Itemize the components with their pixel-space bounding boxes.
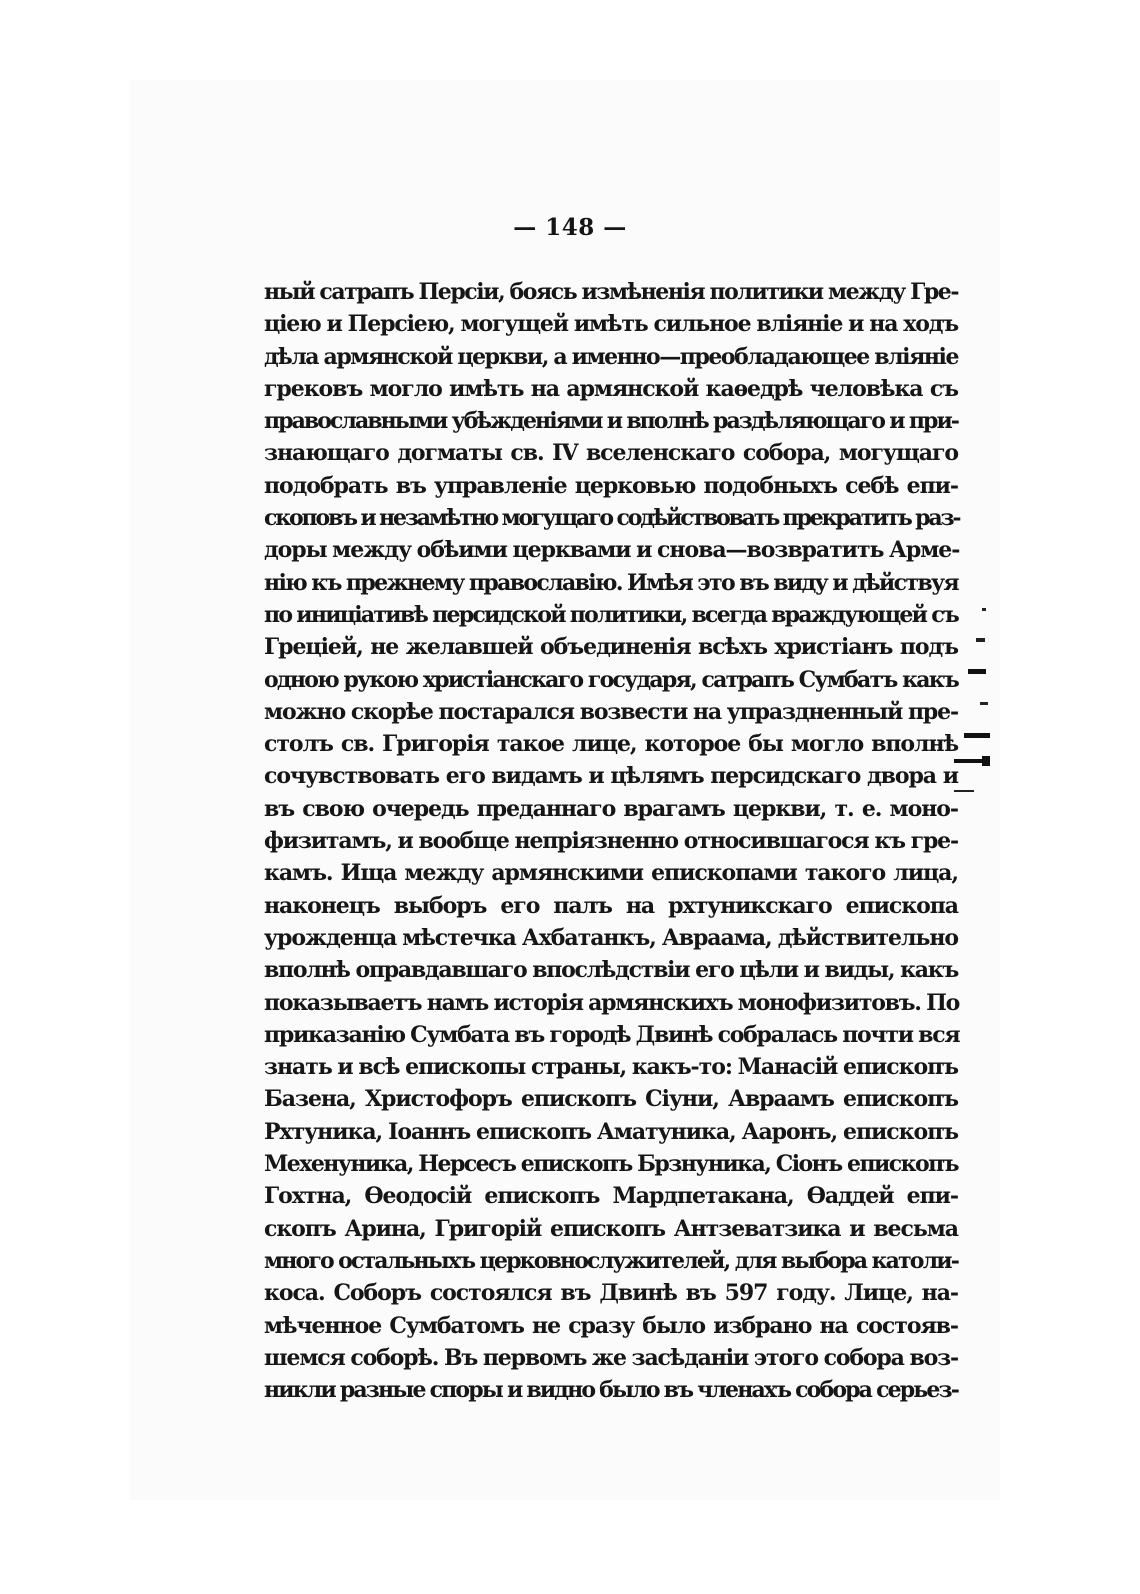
text-line: урожденца мѣстечка Ахбатанкъ, Авраама, дѣйствительно [264,924,958,951]
margin-marks-graphic [952,594,992,814]
text-line: много остальныхъ церковнослужителей, для выбора католи- [264,1247,958,1274]
page-number: — 148 — [513,214,627,241]
text-line: въ свою очередь преданнаго врагамъ церкви, т. е. моно- [264,795,958,822]
text-line: по иниціативѣ персидской политики, всегда враждующей съ [264,601,958,628]
text-line: Гохтна, Ѳеодосій епископъ Мардпетакана, Ѳаддей епи- [264,1183,958,1210]
text-line: можно скорѣе постарался возвести на упраздненный пре- [264,698,958,725]
text-line: наконецъ выборъ его палъ на рхтуникскаго епископа [264,892,958,919]
text-line: Базена, Христофоръ епископъ Сіуни, Авраамъ епископъ [264,1086,958,1113]
text-line: дѣла армянской церкви, а именно—преобладающее вліяніе [264,343,958,370]
margin-scan-marks [952,594,992,814]
text-line: ціею и Персіею, могущей имѣть сильное вліяніе и на ходъ [264,311,958,338]
text-line: Мехенуника, Нерсесъ епископъ Брзнуника, Сіонъ епископъ [264,1151,958,1178]
text-line: доры между обѣими церквами и снова—возвратить Арме- [264,537,960,564]
text-line: Рхтуника, Іоаннъ епископъ Аматуника, Ааронъ, епископъ [264,1118,958,1145]
text-line: вполнѣ оправдавшаго впослѣдствіи его цѣли и виды, какъ [264,957,958,984]
text-line: Греціей, не желавшей объединенія всѣхъ христіанъ подъ [264,634,958,661]
text-line: сочувствовать его видамъ и цѣлямъ персидскаго двора и [264,763,958,790]
text-line: показываетъ намъ исторія армянскихъ монофизитовъ. По [264,989,960,1016]
text-line: знать и всѣ епископы страны, какъ-то: Манасій епископъ [264,1054,958,1081]
text-line: столъ св. Григорія такое лице, которое бы могло вполнѣ [264,731,958,758]
text-line: скоповъ и незамѣтно могущаго содѣйствовать прекратить раз- [264,505,960,532]
text-line: скопъ Арина, Григорій епископъ Антзеватзика и весьма [264,1215,958,1242]
text-line: шемся соборѣ. Въ первомъ же засѣданіи этого собора воз- [264,1344,958,1371]
text-line: мѣченное Сумбатомъ не сразу было избрано на состояв- [264,1312,958,1339]
text-line: ный сатрапъ Персіи, боясь измѣненія политики между Гре- [264,279,958,305]
text-line: православными убѣжденіями и вполнѣ раздѣляющаго и при- [264,408,958,435]
body-text [264,276,958,1406]
text-line: приказанію Сумбата въ городѣ Двинѣ собралась почти вся [264,1021,960,1048]
text-line: физитамъ, и вообще непріязненно относившагося къ гре- [264,828,958,855]
text-line: нію къ прежнему православію. Имѣя это въ виду и дѣйствуя [264,569,958,596]
text-line: никли разные споры и видно было въ членахъ собора серьез- [264,1377,958,1404]
text-line: коса. Соборъ состоялся въ Двинѣ въ 597 году. Лице, на- [264,1280,958,1307]
text-line: грековъ могло имѣть на армянской каѳедрѣ человѣка съ [264,375,958,402]
text-line: знающаго догматы св. IV вселенскаго собора, могущаго [264,440,958,467]
text-line: подобрать въ управленіе церковью подобныхъ себѣ епи- [264,472,958,499]
text-line: одною рукою христіанскаго государя, сатрапъ Сумбатъ какъ [264,666,958,693]
text-line: камъ. Ища между армянскими епископами такого лица, [264,860,958,887]
